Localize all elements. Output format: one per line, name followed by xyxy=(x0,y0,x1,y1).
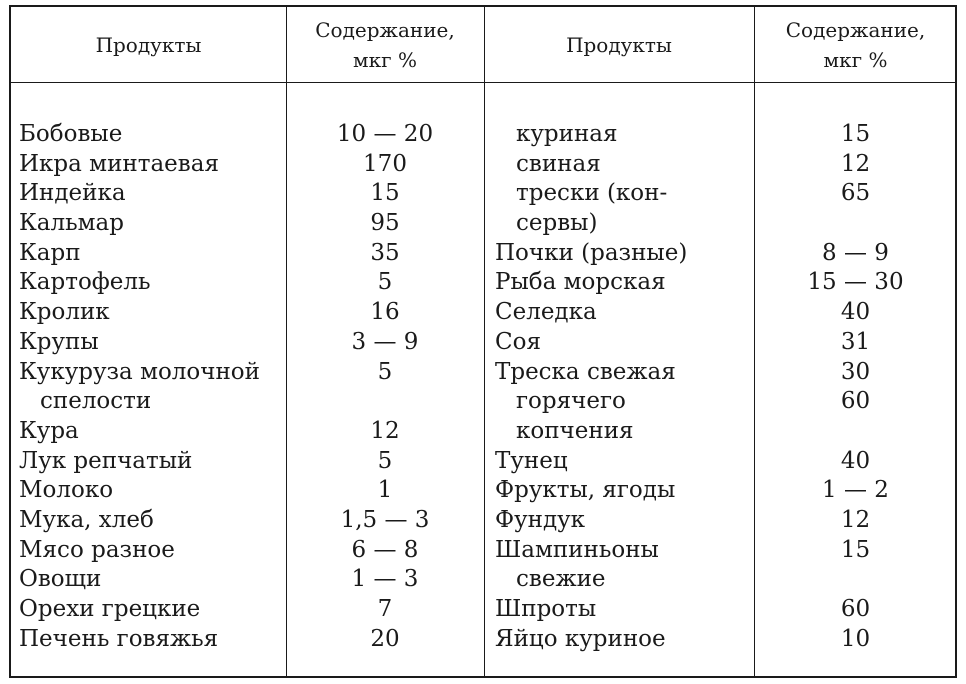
product-name: Икра минтаевая xyxy=(19,150,219,177)
product-name: Шпроты xyxy=(495,596,597,622)
product-name: Кальмар xyxy=(19,210,124,237)
product-name: куриная xyxy=(516,121,618,147)
header-content-line2: мкг % xyxy=(353,47,417,72)
content-value: 7 xyxy=(377,596,393,622)
header-products-right xyxy=(484,7,754,82)
product-name: Треска свежая xyxy=(495,358,676,385)
column-divider xyxy=(484,7,485,676)
header-products-label: Продукты xyxy=(95,32,202,57)
content-value: 15 xyxy=(840,536,871,563)
content-value: 60 xyxy=(840,596,871,622)
product-name: Крупы xyxy=(19,328,99,355)
product-name: Орехи грецкие xyxy=(19,596,201,622)
product-name: Мясо разное xyxy=(19,536,175,563)
header-content-right xyxy=(754,7,957,82)
header-content-line2: мкг % xyxy=(823,47,888,72)
right-value-column xyxy=(754,120,957,654)
product-name: Овощи xyxy=(19,566,102,593)
content-value xyxy=(754,565,957,595)
content-value: 40 xyxy=(840,299,871,326)
product-name: свиная xyxy=(516,150,601,177)
product-name: Почки (разные) xyxy=(495,239,688,266)
left-product-column xyxy=(19,120,260,654)
product-name: Индейка xyxy=(19,180,126,207)
product-name: Карп xyxy=(19,239,81,266)
content-value: 95 xyxy=(370,210,400,237)
content-value xyxy=(754,209,957,239)
content-value: 15 xyxy=(370,180,400,207)
product-name: горячего xyxy=(516,388,626,415)
product-name: Картофель xyxy=(19,269,151,296)
product-name: Селедка xyxy=(495,299,597,326)
content-value: 12 xyxy=(840,506,871,533)
header-content-left xyxy=(286,7,484,82)
product-name: Соя xyxy=(495,328,541,355)
product-name: копчения xyxy=(516,417,634,444)
content-value: 20 xyxy=(370,625,400,652)
product-name: спелости xyxy=(40,388,152,415)
product-name: Печень говяжья xyxy=(19,625,219,652)
content-value: 5 xyxy=(377,358,393,385)
nutrient-table xyxy=(9,5,957,678)
product-name: Лук репчатый xyxy=(19,447,193,474)
product-name: Мука, хлеб xyxy=(19,506,154,533)
content-value: 10 — 20 xyxy=(336,121,434,147)
product-name: Кукуруза молочной xyxy=(19,358,260,385)
product-name: сервы) xyxy=(516,210,598,237)
product-name: Кура xyxy=(19,417,79,444)
content-value: 40 xyxy=(840,447,871,474)
header-products-label: Продукты xyxy=(566,32,672,57)
content-value: 170 xyxy=(363,150,407,177)
product-name: Рыба морская xyxy=(495,269,666,296)
product-name: Фундук xyxy=(495,506,586,533)
content-value: 1 — 2 xyxy=(822,477,889,504)
content-value: 15 xyxy=(840,121,871,147)
product-name: трески (кон- xyxy=(516,180,668,207)
content-value xyxy=(286,387,484,417)
header-content-line1: Содержание, xyxy=(785,17,926,42)
content-value: 35 xyxy=(370,239,400,266)
content-value: 5 xyxy=(377,269,393,296)
content-value: 5 xyxy=(377,447,393,474)
content-value: 1 xyxy=(377,477,393,504)
content-value: 31 xyxy=(840,328,871,355)
content-value: 12 xyxy=(370,417,400,444)
product-name: Яйцо куриное xyxy=(495,625,666,652)
content-value: 10 xyxy=(840,625,871,652)
product-name: Кролик xyxy=(19,299,110,326)
left-value-column xyxy=(286,120,484,654)
content-value: 3 — 9 xyxy=(351,328,419,355)
product-name: Шампиньоны xyxy=(495,536,659,563)
product-name: свежие xyxy=(516,566,606,593)
product-name: Бобовые xyxy=(19,121,123,147)
header-products-left xyxy=(11,7,286,82)
right-product-column xyxy=(495,120,687,654)
content-value: 60 xyxy=(840,388,871,415)
content-value: 16 xyxy=(370,299,400,326)
product-name: Тунец xyxy=(495,447,568,474)
product-name: Молоко xyxy=(19,477,114,504)
content-value: 8 — 9 xyxy=(822,239,889,266)
content-value: 1 — 3 xyxy=(351,566,419,593)
content-value xyxy=(754,417,957,447)
content-value: 1,5 — 3 xyxy=(340,506,430,533)
content-value: 15 — 30 xyxy=(807,269,904,296)
content-value: 6 — 8 xyxy=(351,536,419,563)
content-value: 30 xyxy=(840,358,871,385)
header-content-line1: Содержание, xyxy=(315,17,455,42)
product-name: Фрукты, ягоды xyxy=(495,477,676,504)
header-divider xyxy=(11,82,955,83)
content-value: 65 xyxy=(840,180,871,207)
content-value: 12 xyxy=(840,150,871,177)
